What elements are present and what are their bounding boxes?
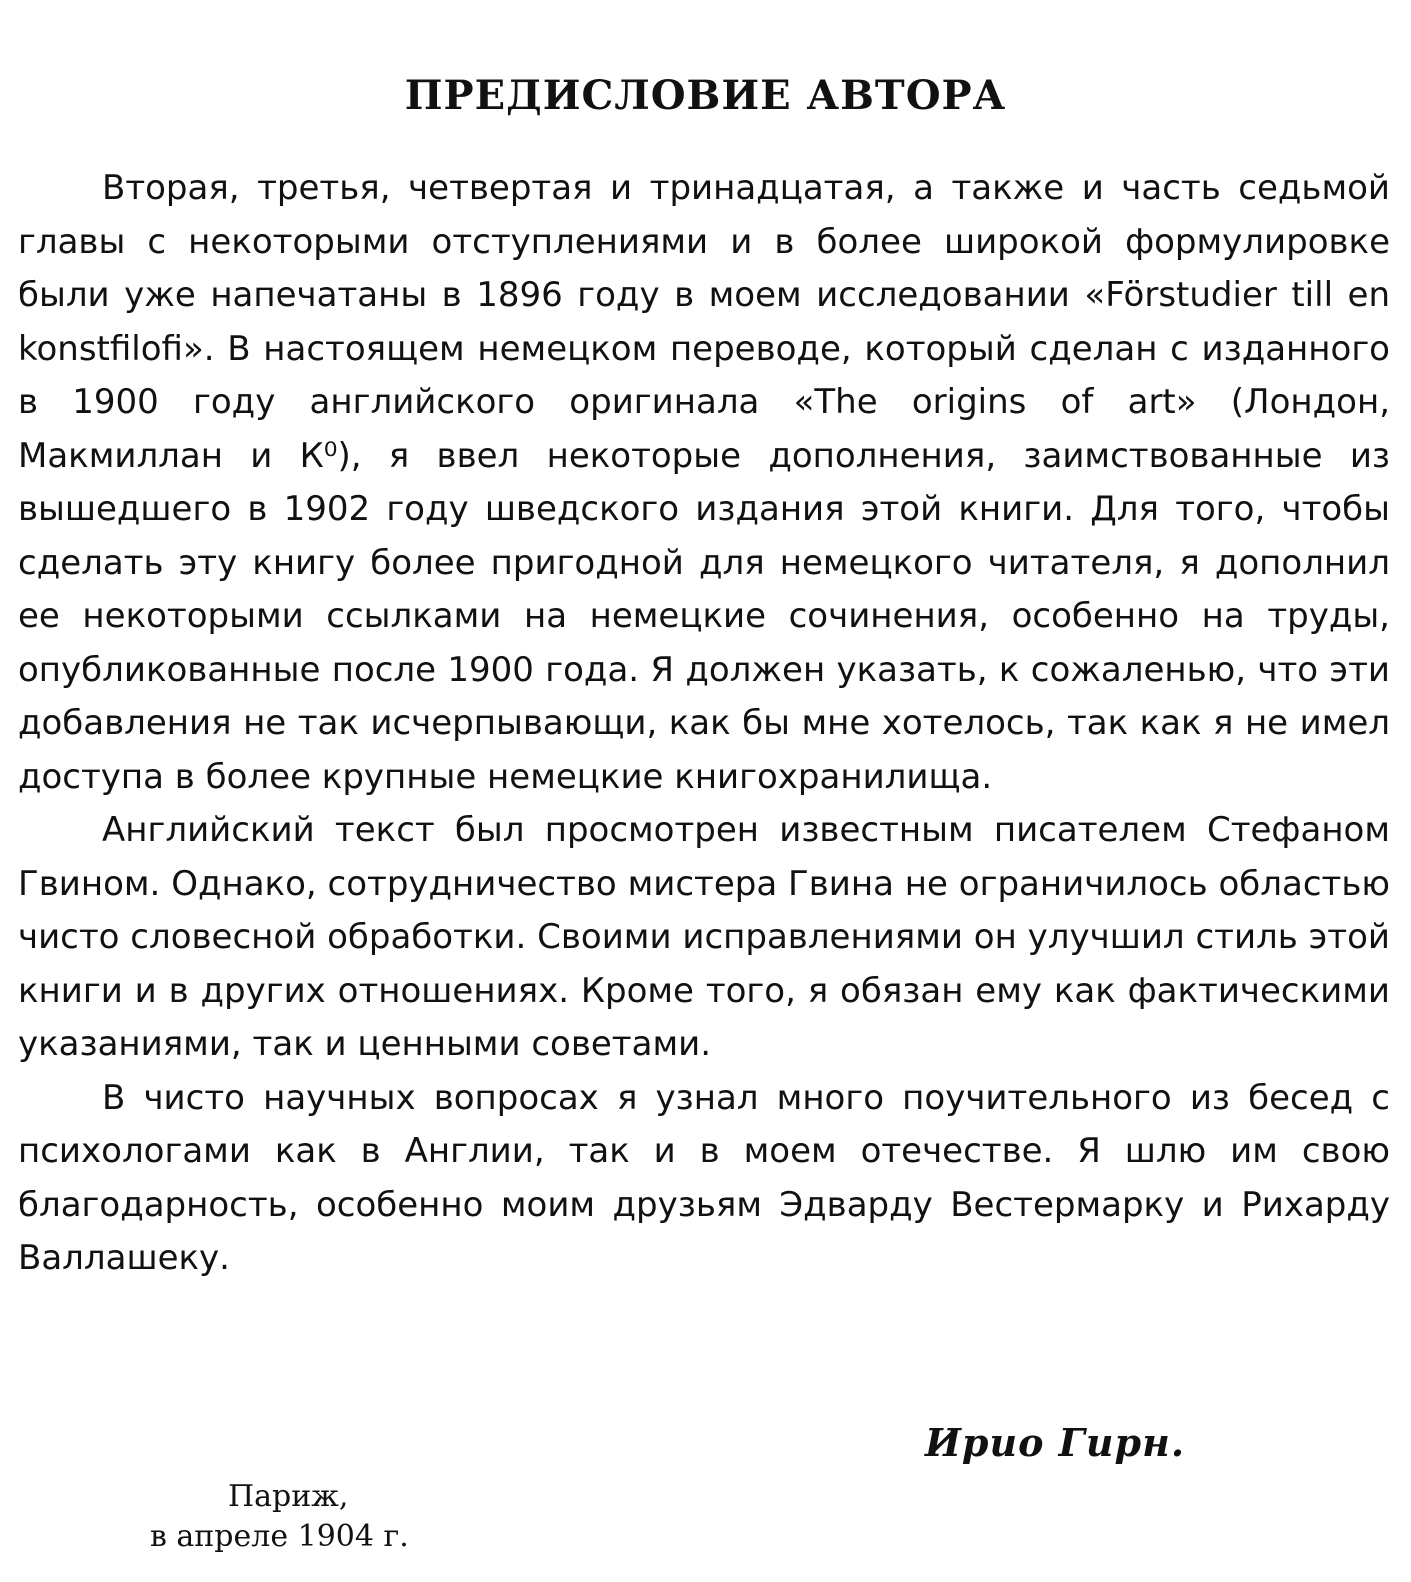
date-line: в апреле 1904 г. <box>150 1519 409 1554</box>
paragraph-3: В чисто научных вопросах я узнал много поучительного из бесед с психологами как в Англии, так и в моем отечестве. Я шлю им свою благодарность, особенно моим друзьям Эдварду Вестермарку и Рихарду Валлашеку. <box>18 1077 1390 1278</box>
page-title: ПРЕДИСЛОВИЕ АВТОРА <box>404 72 1007 119</box>
author-signature: Ирио Гирн. <box>925 1420 1186 1465</box>
place-line: Париж, <box>228 1479 349 1514</box>
paragraph-2: Английский текст был просмотрен известным писателем Стефаном Гвином. Однако, сотрудничество мистера Гвина не ограничилось областью чисто словесной обработки. Своими исправлениями он улучшил стиль этой книги и в других отношениях. Кроме того, я обязан ему как фактическими указаниями, так и ценными советами. <box>18 810 1390 1064</box>
preface-body <box>18 162 1390 1286</box>
place-and-date <box>150 1477 450 1557</box>
paragraph-1: Вторая, третья, четвертая и тринадцатая, а также и часть седьмой главы с некоторыми отступлениями и в более широкой формулировке были уже напечатаны в 1896 году в моем исследовании «Förstudier till en konstfilofi». В настоящем немецком переводе, который сделан с изданного в 1900 году английского оригинала «The origins of art» (Лондон, Макмиллан и К⁰), я ввел некоторые дополнения, заимствованные из вышедшего в 1902 году шведского издания этой книги. Для того, чтобы сделать эту книгу более пригодной для немецкого читателя, я дополнил ее некоторыми ссылками на немецкие сочинения, особенно на труды, опубликованные после 1900 года. Я должен указать, к сожаленью, что эти добавления не так исчерпывающи, как бы мне хотелось, так как я не имел доступа в более крупные немецкие книгохранилища. <box>18 168 1390 797</box>
